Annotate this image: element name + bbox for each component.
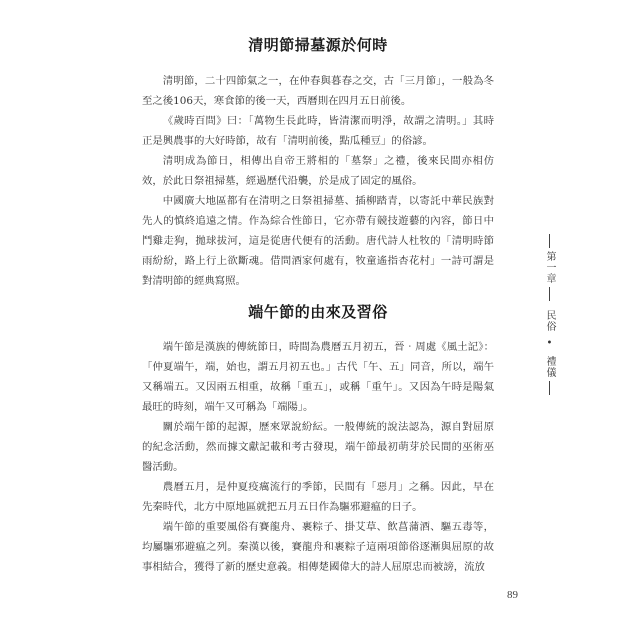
chapter-number: 第一章 — [544, 251, 555, 284]
paragraph: 端午節的重要風俗有賽龍舟、裹粽子、掛艾草、飲菖蒲酒、驅五毒等，均屬驅邪避瘟之列。秦漢以後，賽龍舟和裹粽子這兩項節俗逐漸與屈原的故事相結合，獲得了新的歷史意義。相傳楚國偉大的詩人屈原忠而被謗，流放 — [142, 521, 494, 573]
page-number: 89 — [507, 589, 518, 601]
chapter-topic-a: 民俗 — [544, 310, 555, 332]
paragraph: 《歲時百問》曰：「萬物生長此時，皆清潔而明淨，故謂之清明。」其時正是興農事的大好時節，故有「清明前後，點瓜種豆」的俗諺。 — [142, 115, 494, 147]
paragraph: 關於端午節的起源，歷來眾說紛紜。一般傳統的說法認為，源自對屈原的紀念活動，然而據文獻記載和考古發現，端午節最初萌芽於民間的巫術巫醫活動。 — [142, 421, 494, 473]
chapter-dot: • — [544, 338, 555, 350]
paragraph: 清明成為節日，相傳出自帝王將相的「墓祭」之禮，後來民間亦相仿效，於此日祭祖掃墓，經過歷代沿襲，於是成了固定的風俗。 — [142, 155, 494, 187]
section-title-qingming: 清明節掃墓源於何時 — [248, 36, 388, 54]
paragraph: 清明節，二十四節氣之一，在仲春與暮春之交，古「三月節」，一般為冬至之後106天，寒食節的後一天，西曆則在四月五日前後。 — [142, 75, 494, 107]
paragraph: 中國廣大地區都有在清明之日祭祖掃墓、插柳踏青，以寄託中華民族對先人的慎終追遠之情。作為綜合性節日，它亦帶有競技遊藝的內容，節日中鬥雞走狗，拋球拔河，這是從唐代便有的活動。唐代詩人杜牧的「清明時節雨紛紛，路上行上欲斷魂。借問酒家何處有，牧童遙指杏花村」一詩可謂是對清明節的經典寫照。 — [142, 195, 494, 287]
page-content — [142, 34, 494, 577]
side-rule-bottom — [549, 381, 550, 395]
chapter-side-label — [542, 234, 556, 395]
side-rule-top — [549, 234, 550, 248]
side-rule-middle — [549, 287, 550, 301]
paragraph: 端午節是漢族的傳統節日，時間為農曆五月初五，晉‧周處《風土記》：「仲夏端午，端，始也，謂五月初五也。」古代「午、五」同音，所以，端午又稱端五。又因兩五相重，故稱「重五」，或稱「重午」。又因為午時是陽氣最旺的時刻，端午又可稱為「端陽」。 — [142, 341, 494, 413]
chapter-topic-b: 禮儀 — [544, 356, 555, 378]
paragraph: 農曆五月，是仲夏疫癘流行的季節，民間有「惡月」之稱。因此，早在先秦時代，北方中原地區就把五月五日作為驅邪避瘟的日子。 — [142, 481, 494, 513]
section-title-duanwu: 端午節的由來及習俗 — [248, 303, 388, 321]
